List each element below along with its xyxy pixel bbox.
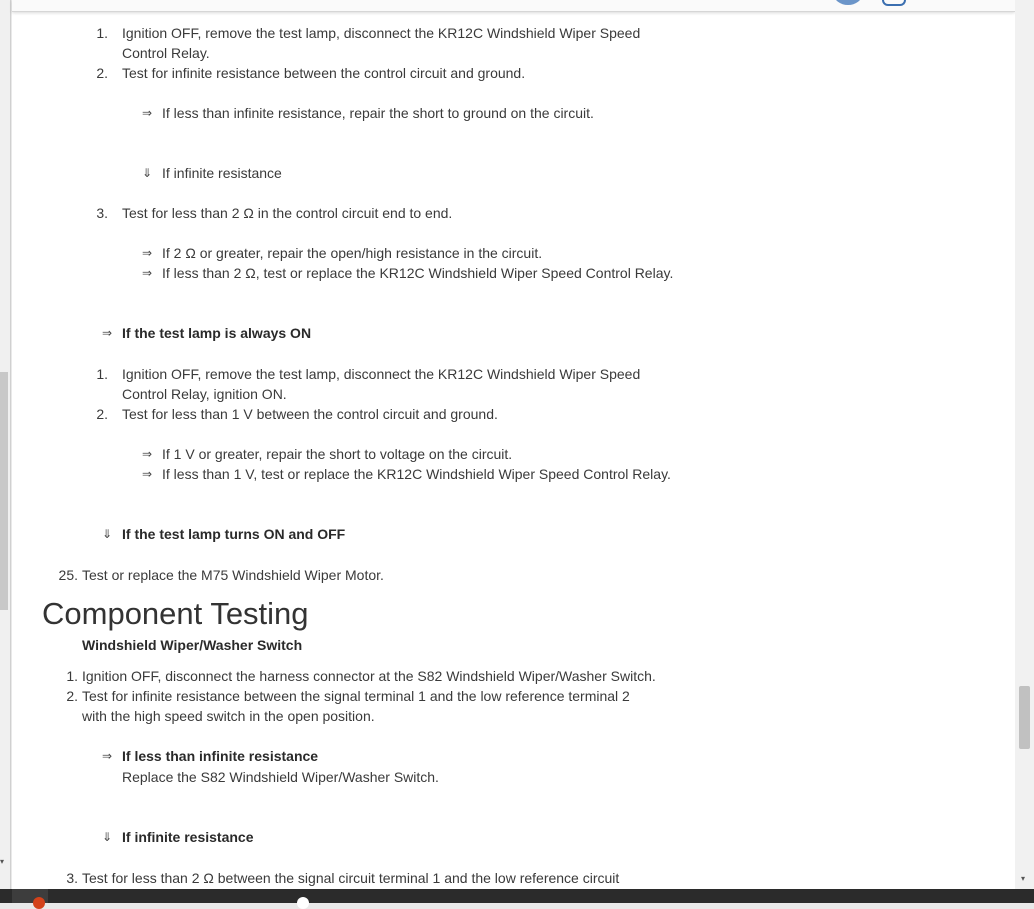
document-content [12, 0, 1015, 889]
arrow-right-icon: ⇒ [142, 246, 153, 260]
list-item: Test for less than 1 V between the control circuit and ground. [122, 406, 498, 422]
list-number: 25. [58, 567, 78, 583]
list-item: Ignition OFF, remove the test lamp, disconnect the KR12C Windshield Wiper Speed [122, 25, 641, 41]
list-item: Test for less than 2 Ω in the control circuit end to end. [122, 205, 453, 221]
result-text: If infinite resistance [162, 165, 282, 181]
right-scrollbar-thumb[interactable] [1019, 686, 1030, 749]
list-item: Test for infinite resistance between the signal terminal 1 and the low reference terminal 2 [82, 688, 630, 704]
list-number: 2. [66, 688, 78, 704]
condition-heading: If less than infinite resistance [122, 748, 319, 764]
app-icon[interactable] [33, 897, 45, 909]
list-item: Ignition OFF, disconnect the harness connector at the S82 Windshield Wiper/Washer Switch. [82, 668, 656, 684]
list-number: 2. [96, 406, 108, 422]
result-text: If less than 2 Ω, test or replace the KR12C Windshield Wiper Speed Control Relay. [162, 265, 674, 281]
list-number: 3. [66, 870, 78, 886]
result-text: If less than 1 V, test or replace the KR12C Windshield Wiper Speed Control Relay. [162, 466, 671, 482]
result-text: Replace the S82 Windshield Wiper/Washer Switch. [122, 769, 439, 785]
condition-heading: If infinite resistance [122, 829, 254, 845]
list-item: Ignition OFF, remove the test lamp, disconnect the KR12C Windshield Wiper Speed [122, 366, 641, 382]
arrow-down-icon: ⇓ [102, 830, 113, 844]
right-scrollbar[interactable] [1015, 0, 1034, 889]
arrow-right-icon: ⇒ [102, 749, 113, 763]
app-icon[interactable] [297, 897, 309, 909]
list-item: Control Relay, ignition ON. [122, 386, 287, 402]
avatar[interactable] [834, 0, 862, 5]
result-text: If 1 V or greater, repair the short to voltage on the circuit. [162, 446, 513, 462]
arrow-right-icon: ⇒ [142, 447, 153, 461]
section-heading: Component Testing [42, 596, 309, 631]
subsection-heading: Windshield Wiper/Washer Switch [82, 637, 303, 653]
list-item: with the high speed switch in the open position. [82, 708, 375, 724]
result-text: If 2 Ω or greater, repair the open/high resistance in the circuit. [162, 245, 543, 261]
left-scrollbar[interactable] [0, 0, 11, 889]
top-toolbar [12, 0, 1015, 12]
list-item: Test for less than 2 Ω between the signal circuit terminal 1 and the low reference circuit [82, 870, 620, 886]
arrow-down-icon: ⇓ [142, 166, 153, 180]
arrow-right-icon: ⇒ [142, 106, 153, 120]
left-scrollbar-thumb[interactable] [0, 372, 8, 610]
list-item: Control Relay. [122, 45, 210, 61]
list-number: 1. [96, 366, 108, 382]
arrow-right-icon: ⇒ [142, 467, 153, 481]
result-text: If less than infinite resistance, repair the short to ground on the circuit. [162, 105, 594, 121]
list-number: 2. [96, 65, 108, 81]
list-item: Test or replace the M75 Windshield Wiper Motor. [82, 567, 384, 583]
list-number: 1. [66, 668, 78, 684]
taskbar [0, 889, 1034, 903]
toolbar-icon[interactable] [882, 0, 906, 6]
scroll-down-arrow-icon[interactable]: ▾ [1021, 874, 1026, 883]
list-item: Test for infinite resistance between the control circuit and ground. [122, 65, 526, 81]
condition-heading: If the test lamp is always ON [122, 325, 312, 341]
arrow-down-icon: ⇓ [102, 527, 113, 541]
arrow-right-icon: ⇒ [142, 266, 153, 280]
arrow-right-icon: ⇒ [102, 326, 113, 340]
scroll-down-arrow-icon[interactable]: ▾ [0, 857, 5, 866]
list-number: 3. [96, 205, 108, 221]
condition-heading: If the test lamp turns ON and OFF [122, 526, 346, 542]
list-number: 1. [96, 25, 108, 41]
